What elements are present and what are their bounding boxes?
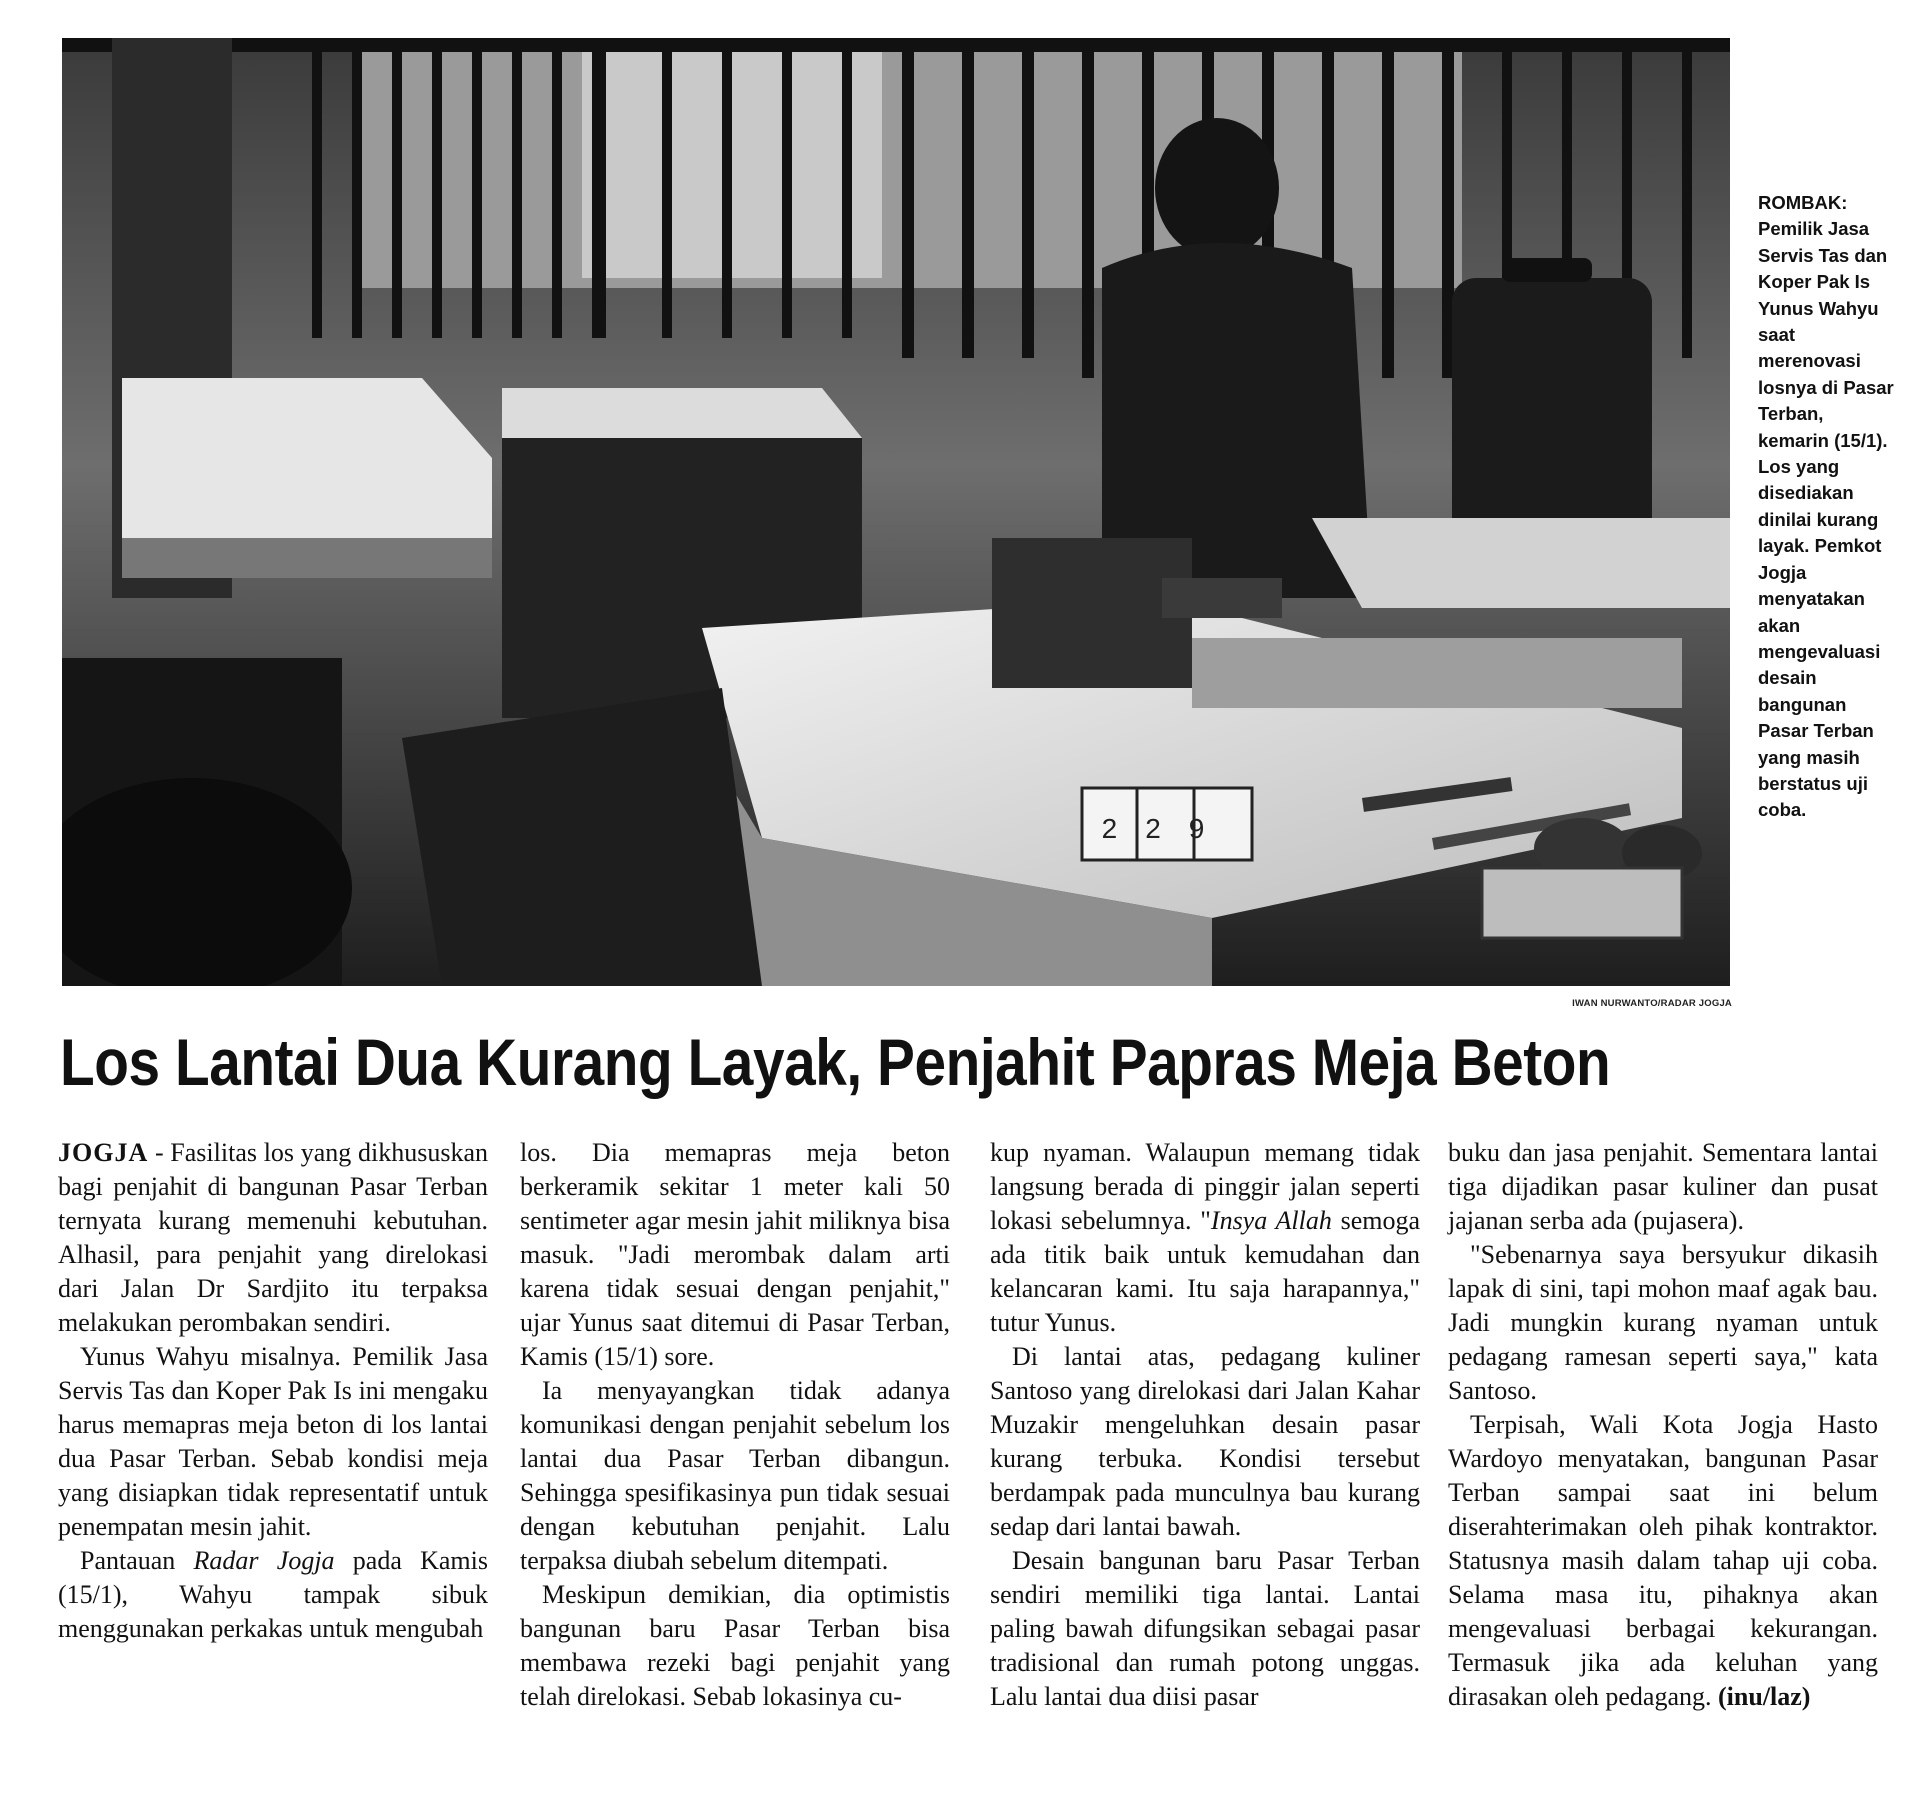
- italic-phrase: Insya Allah: [1210, 1206, 1332, 1235]
- paragraph-text: Pantauan: [80, 1546, 194, 1575]
- paragraph: [58, 1544, 488, 1646]
- paragraph: [58, 1136, 488, 1340]
- paragraph-text: kup nyaman. Walaupun memang tidak langsung berada di pinggir jalan seperti lokasi sebelumnya. ": [990, 1138, 1420, 1235]
- author-signature: (inu/laz): [1718, 1682, 1811, 1711]
- paragraph: los. Dia memapras meja beton berkeramik sekitar 1 meter kali 50 sentimeter agar mesin jahit miliknya bisa masuk. "Jadi merombak dalam arti karena tidak sesuai dengan penjahit," ujar Yunus saat ditemui di Pasar Terban, Kamis (15/1) sore.: [520, 1138, 950, 1371]
- paragraph: buku dan jasa penjahit. Sementara lantai tiga dijadikan pasar kuliner dan pusat jajanan serba ada (pujasera).: [1448, 1138, 1878, 1235]
- article-column-1: [58, 1136, 488, 1646]
- paragraph-text: semoga ada titik baik untuk kemudahan dan kelancaran kami. Itu saja harapannya," tutur Yunus.: [990, 1206, 1420, 1337]
- photo-illustration: [62, 38, 1730, 986]
- dateline: JOGJA: [58, 1138, 149, 1167]
- article-column-2: [520, 1136, 950, 1714]
- paragraph: "Sebenarnya saya bersyukur dikasih lapak di sini, tapi mohon maaf agak bau. Jadi mungkin kurang nyaman untuk pedagang ramesan seperti saya," kata Santoso.: [1448, 1240, 1878, 1405]
- paragraph: [990, 1136, 1420, 1340]
- paragraph: Meskipun demikian, dia optimistis bangunan baru Pasar Terban bisa membawa rezeki bagi penjahit yang telah direlokasi. Sebab lokasinya cu-: [520, 1580, 950, 1711]
- article-column-3: [990, 1136, 1420, 1714]
- article-headline: Los Lantai Dua Kurang Layak, Penjahit Papras Meja Beton: [60, 1025, 1611, 1099]
- photo-credit: IWAN NURWANTO/RADAR JOGJA: [1572, 998, 1732, 1009]
- caption-text: Pemilik Jasa Servis Tas dan Koper Pak Is Yunus Wahyu saat merenovasi losnya di Pasar Terban, kemarin (15/1). Los yang disediakan dinilai kurang layak. Pemkot Jogja menyatakan akan mengevaluasi desain bangunan Pasar Terban yang masih berstatus uji coba.: [1758, 218, 1894, 821]
- paragraph-text: pada Kamis (15/1), Wahyu tampak sibuk menggunakan perkakas untuk mengubah: [58, 1546, 489, 1643]
- paragraph-text: Terpisah, Wali Kota Jogja Hasto Wardoyo menyatakan, bangunan Pasar Terban sampai saat ini belum diserahterimakan oleh pihak kontraktor. Statusnya masih dalam tahap uji coba. Selama masa itu, pihaknya akan mengevaluasi berbagai kekurangan. Termasuk jika ada keluhan yang dirasakan oleh pedagang.: [1448, 1410, 1878, 1711]
- paragraph: Ia menyayangkan tidak adanya komunikasi dengan penjahit sebelum los lantai dua Pasar Terban dibangun. Sehingga spesifikasinya pun tidak sesuai dengan kebutuhan penjahit. Lalu terpaksa diubah sebelum ditempati.: [520, 1376, 950, 1575]
- paragraph: Desain bangunan baru Pasar Terban sendiri memiliki tiga lantai. Lantai paling bawah difungsikan sebagai pasar tradisional dan rumah potong unggas. Lalu lantai dua diisi pasar: [990, 1546, 1420, 1711]
- article-column-4: [1448, 1136, 1878, 1714]
- publication-name: Radar Jogja: [193, 1546, 335, 1575]
- caption-label: ROMBAK:: [1758, 192, 1848, 213]
- photo-caption: [1758, 190, 1898, 824]
- paragraph: Yunus Wahyu misalnya. Pemilik Jasa Servis Tas dan Koper Pak Is ini mengaku harus memapras meja beton di los lantai dua Pasar Terban. Sebab kondisi meja yang disiapkan tidak representatif untuk penempatan mesin jahit.: [58, 1342, 488, 1541]
- paragraph: Di lantai atas, pedagang kuliner Santoso yang direlokasi dari Jalan Kahar Muzakir mengeluhkan desain pasar kurang terbuka. Kondisi tersebut berdampak pada munculnya bau kurang sedap dari lantai bawah.: [990, 1342, 1420, 1541]
- news-photo: [62, 38, 1730, 986]
- paragraph-text: - Fasilitas los yang dikhususkan bagi penjahit di bangunan Pasar Terban ternyata kurang memenuhi kebutuhan. Alhasil, para penjahit yang direlokasi dari Jalan Dr Sardjito itu terpaksa melakukan perombakan sendiri.: [58, 1138, 488, 1337]
- stall-number: 229: [1101, 813, 1233, 844]
- paragraph: [1448, 1408, 1878, 1714]
